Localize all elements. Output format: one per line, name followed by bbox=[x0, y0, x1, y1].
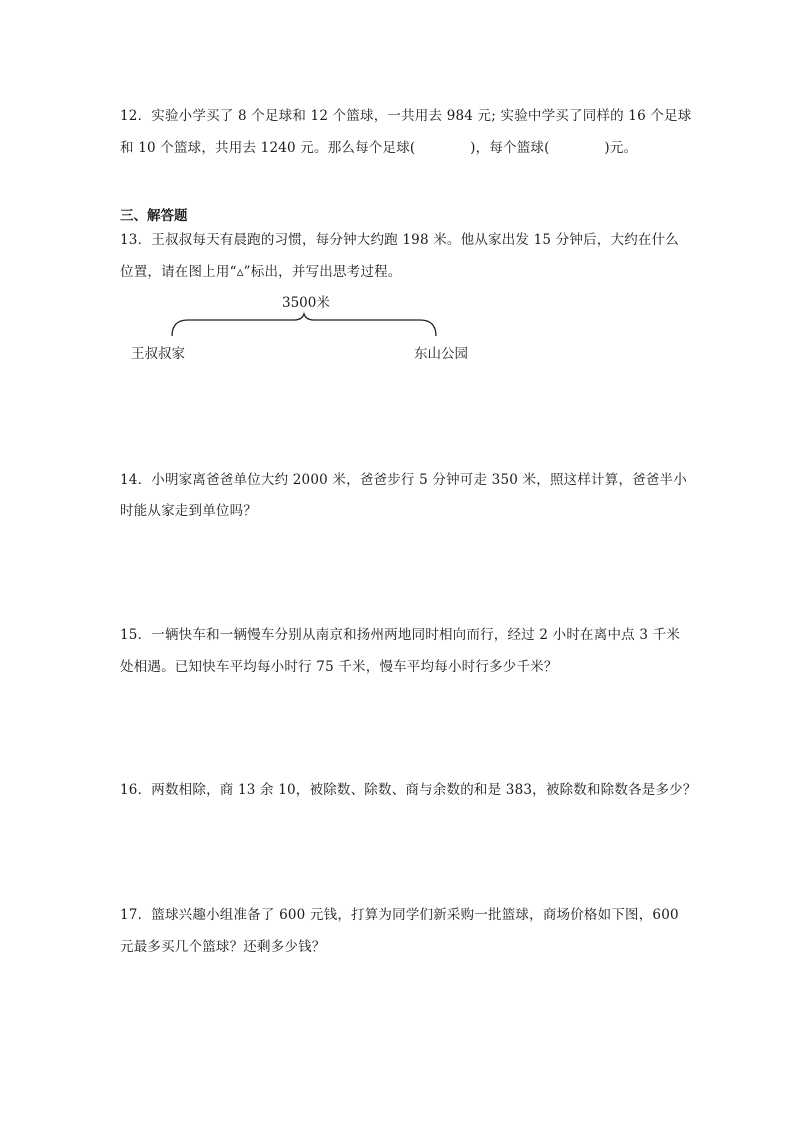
q13-line-2: 位置，请在图上用“▵”标出，并写出思考过程。 bbox=[120, 264, 402, 280]
end-label: 东山公园 bbox=[414, 346, 468, 362]
distance-label: 3500米 bbox=[282, 295, 330, 311]
section-3-title: 三、解答题 bbox=[120, 208, 188, 224]
q17-line-1: 17．篮球兴趣小组准备了 600 元钱，打算为同学们新采购一批篮球，商场价格如下图，600 bbox=[120, 907, 679, 923]
q14-line-2: 时能从家走到单位吗？ bbox=[120, 503, 257, 519]
q15-line-2: 处相遇。已知快车平均每小时行 75 千米，慢车平均每小时行多少千米？ bbox=[120, 659, 558, 675]
q15-line-1: 15．一辆快车和一辆慢车分别从南京和扬州两地同时相向而行，经过 2 小时在离中点 3 千米 bbox=[120, 627, 681, 643]
q14-line-1: 14．小明家离爸爸单位大约 2000 米，爸爸步行 5 分钟可走 350 米，照这样计算，爸爸半小 bbox=[120, 472, 687, 488]
start-label: 王叔叔家 bbox=[131, 346, 185, 362]
q12-line-2: 和 10 个篮球，共用去 1240 元。那么每个足球( )，每个篮球( )元。 bbox=[120, 140, 638, 156]
q16-line-1: 16．两数相除，商 13 余 10，被除数、除数、商与余数的和是 383，被除数和除数各是多少？ bbox=[120, 782, 697, 798]
q13-line-1: 13．王叔叔每天有晨跑的习惯，每分钟大约跑 198 米。他从家出发 15 分钟后，大约在什么 bbox=[120, 232, 679, 248]
q12-line-1: 12．实验小学买了 8 个足球和 12 个篮球，一共用去 984 元; 实验中学买了同样的 16 个足球 bbox=[120, 108, 692, 124]
q17-line-2: 元最多买几个篮球？还剩多少钱？ bbox=[120, 939, 326, 955]
distance-brace bbox=[168, 312, 440, 338]
